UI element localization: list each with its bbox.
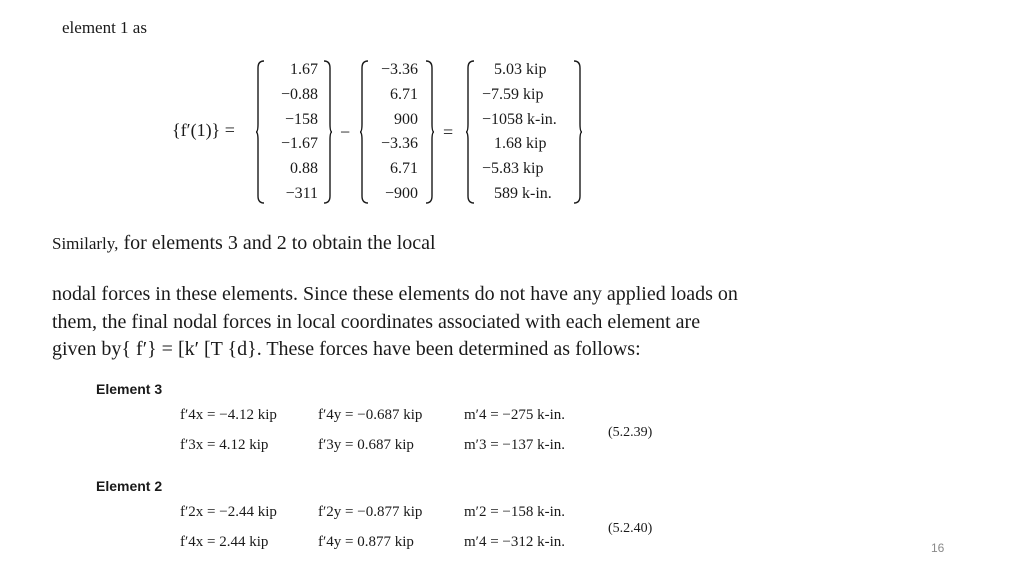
paragraph-line-1: nodal forces in these elements. Since these elements do not have any applied loads on xyxy=(52,283,738,305)
element-3-f3y: f′3y = 0.687 kip xyxy=(318,437,414,453)
matrix-b-entry: 900 xyxy=(394,110,418,128)
equation-number-5-2-39: (5.2.39) xyxy=(608,425,653,440)
left-brace-c xyxy=(466,60,476,204)
matrix-column-c xyxy=(476,60,572,204)
element-3-f4x: f′4x = −4.12 kip xyxy=(180,407,277,423)
element-2-m4: m′4 = −312 k-in. xyxy=(464,534,566,550)
right-brace-a xyxy=(322,60,332,204)
paragraph-line-2: them, the final nodal forces in local coordinates associated with each element are xyxy=(52,311,701,333)
matrix-a-entry: 0.88 xyxy=(290,160,318,178)
matrix-c-entry: −5.83 kip xyxy=(482,160,544,178)
matrix-c-entry: −1058 k-in. xyxy=(482,110,557,128)
right-brace-b xyxy=(424,60,434,204)
matrix-column-a xyxy=(262,60,318,204)
element-3-f3x: f′3x = 4.12 kip xyxy=(180,437,269,453)
matrix-b-entry: −3.36 xyxy=(380,61,418,78)
element-2-heading: Element 2 xyxy=(96,478,163,494)
element-2-f4y: f′4y = 0.877 kip xyxy=(318,534,414,550)
element-3-heading: Element 3 xyxy=(96,381,163,397)
matrix-a-entry: −0.88 xyxy=(280,85,318,103)
intro-text: element 1 as xyxy=(62,18,147,37)
similarly-rest: for elements 3 and 2 to obtain the local xyxy=(123,232,436,254)
similarly-label: Similarly, xyxy=(52,234,119,253)
paragraph-line-3: given by{ f′} = [k′ [T {d}. These forces have been determined as follows: xyxy=(52,338,641,360)
matrix-c-entry: 5.03 kip xyxy=(494,61,547,78)
matrix-column-b xyxy=(366,60,418,204)
equals-sign: = xyxy=(443,122,454,142)
element-2-f2y: f′2y = −0.877 kip xyxy=(318,504,423,520)
minus-sign: − xyxy=(340,122,351,142)
element-3-m4: m′4 = −275 k-in. xyxy=(464,407,566,423)
matrix-a-entry: −158 xyxy=(284,110,318,128)
matrix-b-entry: 6.71 xyxy=(390,85,418,103)
element-3-f4y: f′4y = −0.687 kip xyxy=(318,407,423,423)
page-number: 16 xyxy=(931,541,945,555)
element-2-m2: m′2 = −158 k-in. xyxy=(464,504,566,520)
equation-number-5-2-40: (5.2.40) xyxy=(608,521,653,536)
matrix-a-entry: 1.67 xyxy=(290,61,318,78)
matrix-c-entry: 589 k-in. xyxy=(494,184,552,202)
matrix-a-entry: −1.67 xyxy=(280,135,318,153)
matrix-b-entry: −900 xyxy=(384,184,418,202)
similarly-line xyxy=(52,232,436,255)
element-3-m3: m′3 = −137 k-in. xyxy=(464,437,566,453)
element-2-f2x: f′2x = −2.44 kip xyxy=(180,504,277,520)
equation-lhs: {f′(1)} = xyxy=(172,120,235,140)
matrix-a-entry: −311 xyxy=(285,184,318,202)
matrix-b-entry: 6.71 xyxy=(390,160,418,178)
right-brace-c xyxy=(572,60,582,204)
matrix-c-entry: 1.68 kip xyxy=(494,135,547,153)
matrix-b-entry: −3.36 xyxy=(380,135,418,153)
element-2-f4x: f′4x = 2.44 kip xyxy=(180,534,269,550)
matrix-c-entry: −7.59 kip xyxy=(482,85,544,103)
